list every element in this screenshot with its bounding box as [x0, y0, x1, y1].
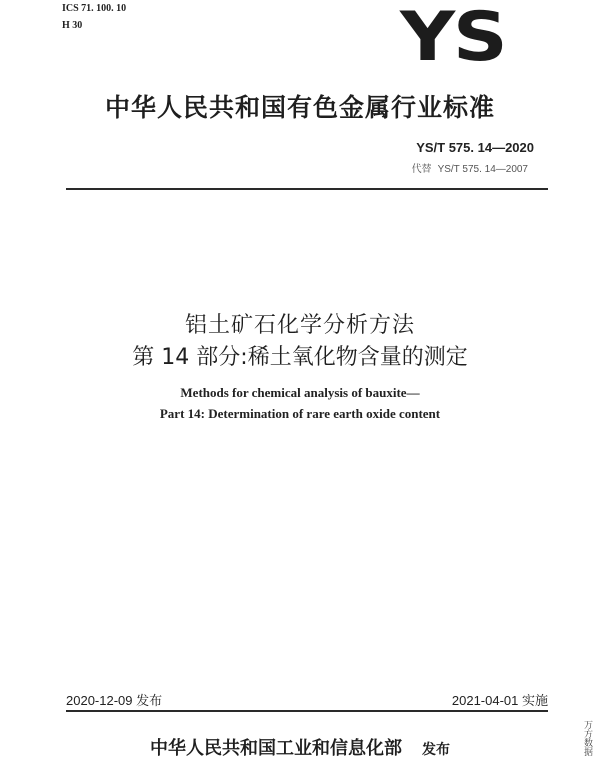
title-en-line2: Part 14: Determination of rare earth oxide content	[159, 406, 441, 421]
replaces-label: 代替	[411, 164, 432, 175]
issuer-name: 中华人民共和国工业和信息化部	[150, 738, 402, 759]
implementation-date: 2021-04-01 实施	[451, 693, 548, 708]
watermark: 万方数据	[582, 720, 592, 756]
standard-category-title: 中华人民共和国有色金属行业标准	[104, 93, 495, 122]
replaces-line	[412, 160, 534, 175]
top-divider	[66, 188, 548, 190]
title-cn-line1: 铝土矿石化学分析方法	[184, 313, 415, 338]
replaces-code: YS/T 575. 14—2007	[437, 164, 528, 175]
issue-date: 2020-12-09 发布	[66, 693, 163, 708]
ics-code: ICS 71. 100. 10	[62, 3, 127, 14]
classification-code: H 30	[62, 20, 83, 31]
title-cn-line2: 第 14 部分:稀土氧化物含量的测定	[132, 345, 468, 370]
issuer-line	[0, 734, 600, 760]
ys-logo: YS	[400, 0, 506, 77]
title-en-line1: Methods for chemical analysis of bauxite—	[180, 385, 420, 400]
issuer-action: 发布	[422, 742, 450, 758]
bottom-divider	[66, 710, 548, 712]
standard-code: YS/T 575. 14—2020	[416, 140, 534, 155]
